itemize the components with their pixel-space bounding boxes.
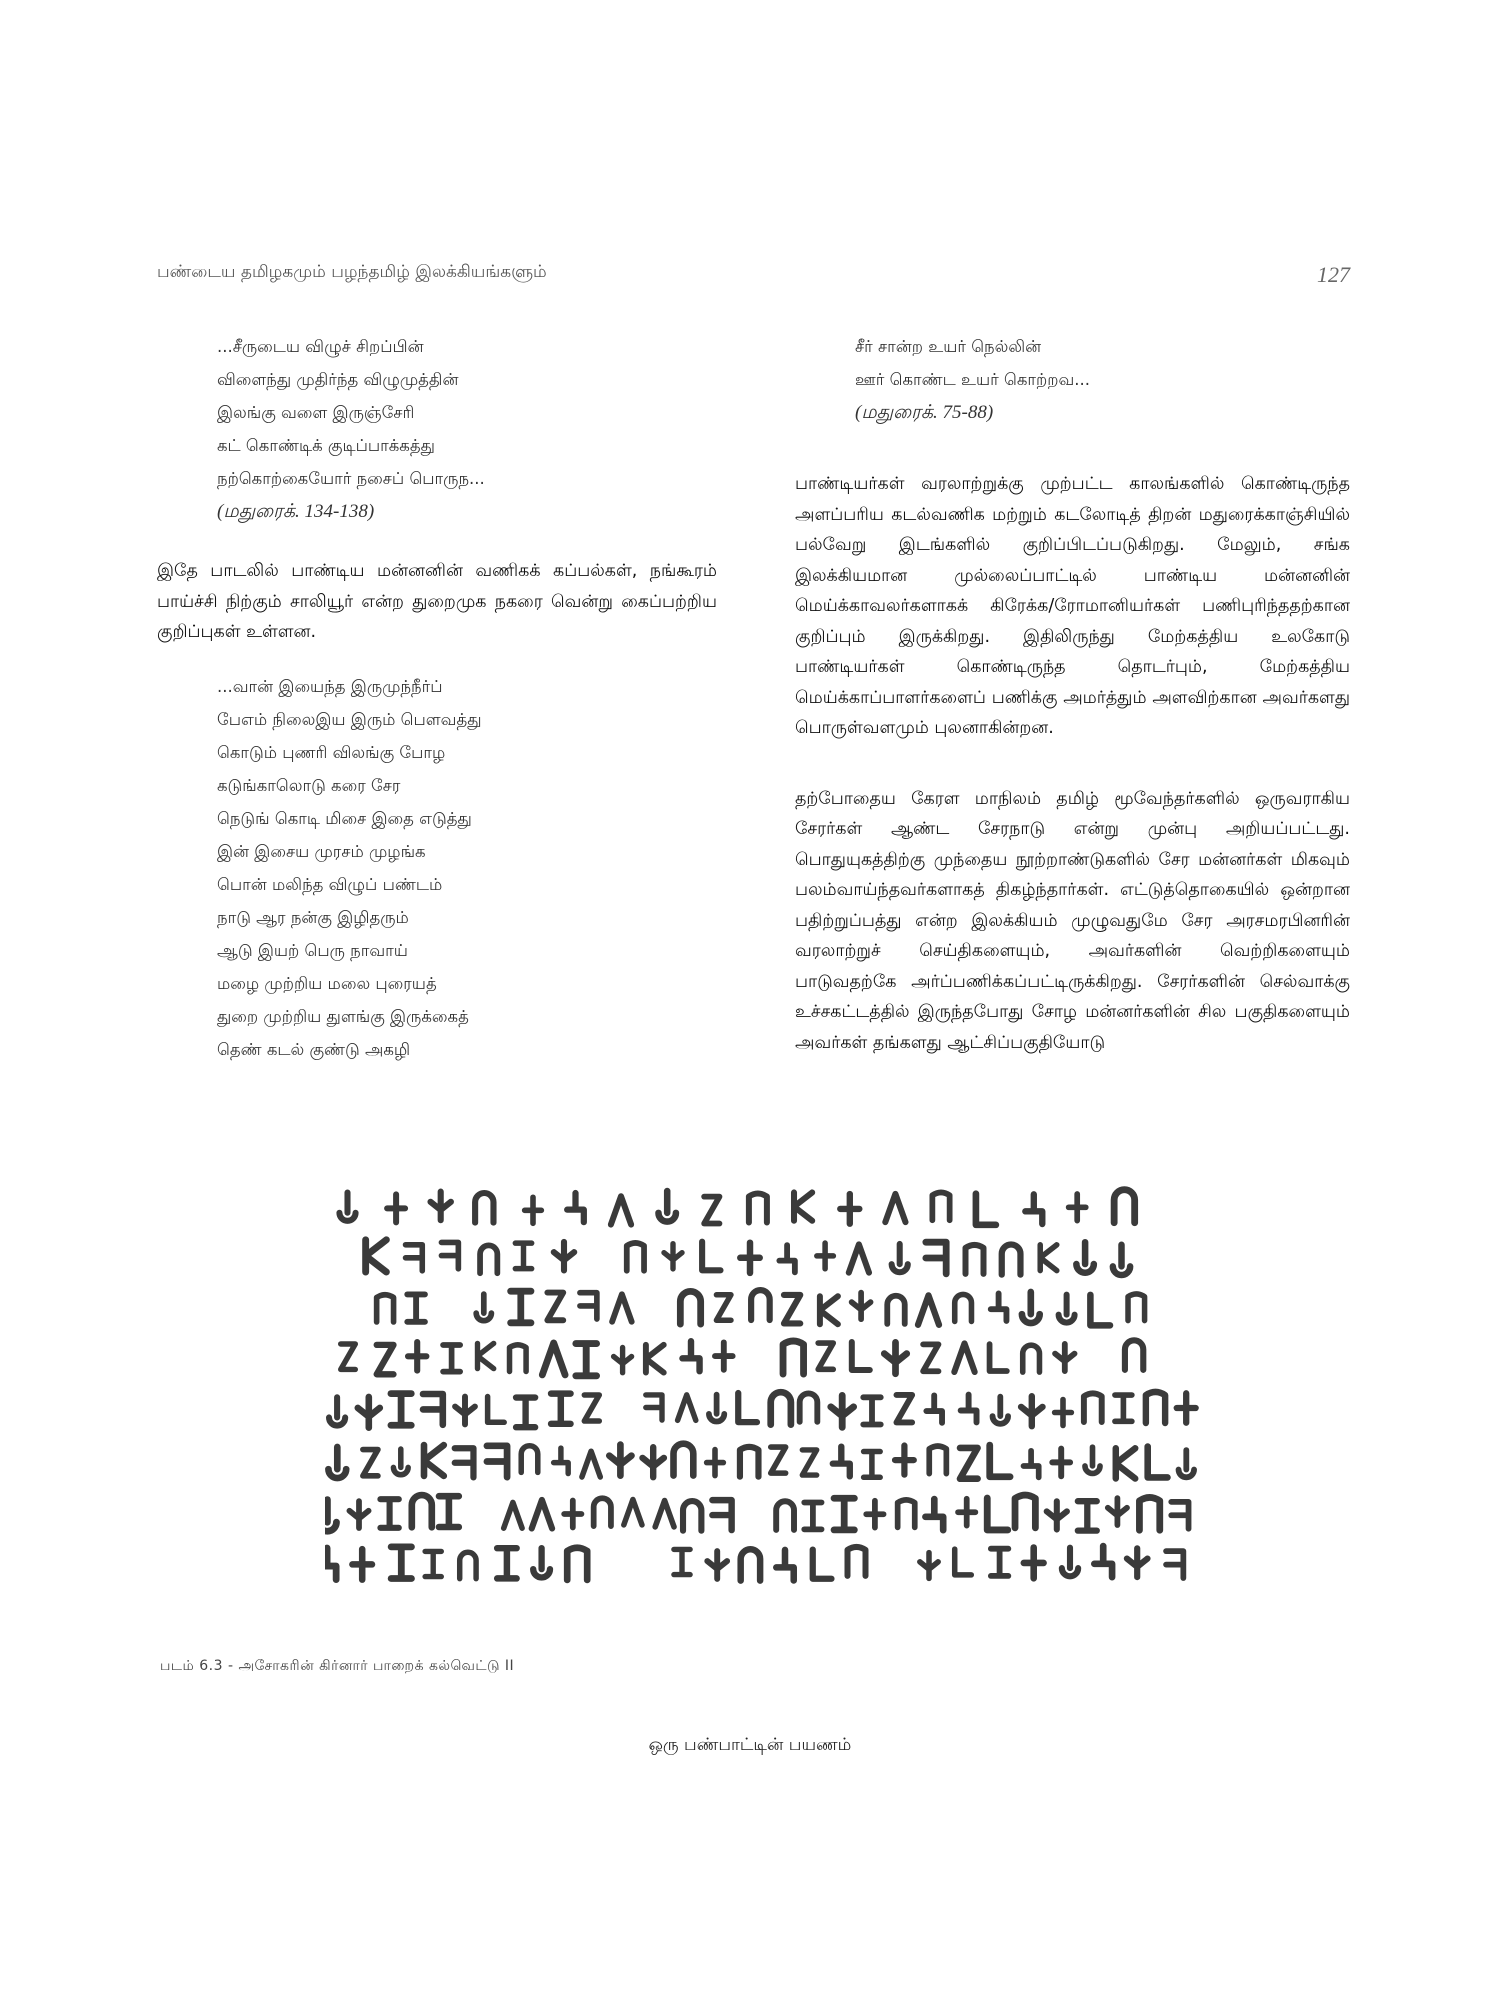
brahmi-glyph — [923, 1344, 938, 1371]
brahmi-glyph — [1024, 1548, 1044, 1579]
brahmi-glyph — [987, 1498, 1008, 1530]
brahmi-glyph — [707, 1450, 724, 1476]
body-paragraph: தற்போதைய கேரள மாநிலம் தமிழ் மூவேந்தர்களில் ஒருவராகிய சேரர்கள் ஆண்ட சேரநாடு என்று முன்பு அறியப்பட்டது. பொதுயுகத்திற்கு முந்தைய நூற்றாண்டுகளில் சேர மன்னர்கள் மிகவும் பலம்வாய்ந்தவர்களாகத் திகழ்ந்தார்கள். எட்டுத்தொகையில் ஒன்றான பதிற்றுப்பத்து என்ற இலக்கியம் முழுவதுமே சேர அரசமரபினரின் வரலாற்றுச் செய்திகளையும், அவர்களின் வெற்றிகளையும் பாடுவதற்கே அர்ப்பணிக்கப்பட்டிருக்கிறது. சேரர்களின் செல்வாக்கு உச்சகட்டத்தில் இருந்தபோது சோழ மன்னர்களின் சில பகுதிகளையும் அவர்கள் தங்களது ஆட்சிப்பகுதியோடு — [795, 788, 1350, 1053]
brahmi-glyph — [554, 1448, 569, 1473]
brahmi-glyph — [771, 1392, 791, 1424]
brahmi-glyph — [1022, 1292, 1040, 1323]
brahmi-glyph — [643, 1447, 664, 1477]
brahmi-glyph — [683, 1501, 701, 1531]
brahmi-glyph — [363, 1450, 378, 1476]
brahmi-glyph — [682, 1341, 699, 1371]
brahmi-glyph — [1015, 1495, 1035, 1528]
brahmi-glyph — [547, 1293, 563, 1321]
brahmi-glyph — [551, 1394, 570, 1424]
brahmi-glyph — [709, 1395, 724, 1422]
brahmi-glyph — [990, 1445, 1010, 1477]
brahmi-glyph — [488, 1397, 505, 1423]
brahmi-glyph — [925, 1499, 943, 1530]
brahmi-glyph — [567, 1193, 584, 1222]
brahmi-glyph — [1069, 1194, 1086, 1221]
brahmi-glyph — [976, 1194, 996, 1225]
brahmi-glyph — [475, 1193, 493, 1223]
brahmi-glyph — [328, 1447, 346, 1478]
brahmi-glyph — [784, 1295, 800, 1324]
verse-line: மழை முற்றிய மலை புரையத் — [217, 973, 437, 993]
brahmi-glyph — [511, 1291, 531, 1323]
brahmi-glyph — [707, 1551, 727, 1579]
brahmi-glyph — [377, 1295, 394, 1322]
brahmi-glyph — [955, 1294, 972, 1321]
brahmi-glyph — [1179, 1450, 1195, 1477]
brahmi-glyph — [391, 1547, 411, 1579]
verse-line: பேஎம் நிலைஇய இரும் பௌவத்து — [217, 709, 482, 729]
brahmi-glyph — [611, 1196, 631, 1224]
brahmi-glyph — [1125, 1340, 1143, 1370]
brahmi-glyph — [1040, 1245, 1057, 1271]
figure-caption: படம் 6.3 - அசோகரின் கிர்னார் பாறைக் கல்வெட்டு II — [160, 1658, 515, 1674]
brahmi-glyph — [833, 1447, 850, 1477]
brahmi-glyph — [991, 1549, 1008, 1576]
brahmi-glyph — [817, 1243, 834, 1269]
brahmi-glyph — [646, 1395, 662, 1420]
brahmi-glyph — [1076, 1242, 1093, 1273]
brahmi-glyph — [423, 1394, 443, 1425]
brahmi-glyph — [487, 1446, 507, 1477]
verse-line: நற்கொற்கையோர் நசைப் பொருந... — [217, 469, 485, 488]
brahmi-glyph — [408, 1342, 426, 1371]
brahmi-glyph — [920, 1553, 938, 1579]
verse-line: ...வான் இயைந்த இருமுந்நீர்ப் — [217, 676, 443, 696]
brahmi-glyph — [510, 1345, 527, 1372]
brahmi-glyph — [594, 1498, 611, 1526]
brahmi-glyph — [926, 1242, 946, 1274]
brahmi-glyph — [1127, 1548, 1148, 1577]
brahmi-glyph — [655, 1501, 674, 1527]
brahmi-glyph — [794, 1192, 812, 1220]
verse-line: சீர் சான்ற உயர் நெல்லின் — [855, 337, 1042, 356]
brahmi-glyph — [584, 1395, 599, 1421]
brahmi-glyph — [800, 1393, 818, 1421]
brahmi-glyph — [674, 1444, 694, 1476]
brahmi-glyph — [802, 1450, 816, 1475]
brahmi-glyph — [1052, 1449, 1070, 1477]
brahmi-glyph — [658, 1191, 675, 1222]
brahmi-glyph — [783, 1341, 804, 1374]
brahmi-glyph — [895, 1446, 914, 1475]
verse-line: தெண் கடல் குண்டு அகழி — [217, 1039, 411, 1059]
brahmi-glyph — [1177, 1393, 1196, 1422]
brahmi-glyph — [325, 1500, 336, 1532]
brahmi-glyph — [476, 1294, 491, 1321]
verse-line: ஆடு இயற் பெரு நாவாய் — [217, 940, 408, 960]
brahmi-glyph — [864, 1452, 881, 1478]
brahmi-glyph — [715, 1342, 733, 1369]
brahmi-glyph — [740, 1447, 759, 1477]
brahmi-glyph — [646, 1345, 664, 1373]
brahmi-glyph — [1047, 1501, 1067, 1529]
brahmi-glyph — [1108, 1498, 1127, 1525]
brahmi-glyph — [1078, 1501, 1097, 1530]
brahmi-glyph — [366, 1240, 387, 1272]
verse-line: கொடும் புணரி விலங்கு போழ — [217, 742, 446, 762]
brahmi-glyph — [1114, 1190, 1135, 1223]
verse-block — [217, 330, 717, 528]
brahmi-glyph — [1002, 1245, 1021, 1275]
brahmi-glyph — [1094, 1546, 1112, 1577]
brahmi-inscription-image — [325, 1178, 1225, 1608]
brahmi-glyph — [424, 1445, 444, 1476]
brahmi-glyph — [624, 1499, 642, 1524]
brahmi-glyph — [738, 1393, 757, 1422]
brahmi-glyph — [749, 1194, 767, 1223]
brahmi-glyph — [455, 1448, 474, 1477]
verse-line: ஊர் கொண்ட உயர் கொற்றவ... — [855, 370, 1091, 389]
brahmi-glyph — [443, 1345, 460, 1372]
brahmi-glyph — [852, 1342, 870, 1370]
brahmi-glyph — [387, 1194, 405, 1222]
brahmi-glyph — [1166, 1551, 1183, 1578]
brahmi-glyph — [358, 1397, 380, 1428]
brahmi-glyph — [580, 1293, 597, 1319]
brahmi-glyph — [1023, 1345, 1040, 1372]
brahmi-glyph — [840, 1194, 859, 1224]
brahmi-glyph — [680, 1291, 700, 1324]
brahmi-glyph — [532, 1500, 552, 1529]
brahmi-glyph — [1025, 1194, 1042, 1224]
brahmi-glyph — [504, 1502, 522, 1528]
verse-line: இலங்கு வளை இருஞ்சேரி — [217, 403, 415, 422]
brahmi-glyph — [1084, 1393, 1102, 1422]
brahmi-glyph — [329, 1397, 345, 1425]
brahmi-glyph — [515, 1243, 531, 1268]
brahmi-glyph — [1146, 1392, 1165, 1423]
brahmi-glyph — [674, 1549, 690, 1574]
brahmi-glyph — [1128, 1294, 1145, 1321]
brahmi-glyph — [884, 1342, 906, 1373]
brahmi-glyph — [1059, 1295, 1075, 1323]
brahmi-glyph — [349, 1501, 368, 1528]
verse-line: நெடுங் கொடி மிசை இதை எடுத்து — [217, 808, 472, 828]
brahmi-glyph — [848, 1547, 866, 1576]
brahmi-glyph — [1055, 1399, 1072, 1425]
brahmi-glyph — [460, 1552, 476, 1578]
brahmi-glyph — [325, 1548, 336, 1580]
brahmi-glyph — [1139, 1497, 1159, 1530]
brahmi-glyph — [614, 1348, 632, 1373]
brahmi-glyph — [380, 1499, 398, 1528]
brahmi-glyph — [887, 1296, 904, 1324]
brahmi-glyph — [1055, 1344, 1074, 1371]
brahmi-glyph — [1116, 1448, 1135, 1478]
brahmi-glyph — [849, 1244, 869, 1272]
brahmi-glyph — [866, 1501, 883, 1528]
brahmi-glyph — [576, 1344, 597, 1376]
verse-line: துறை முற்றிய துளங்கு இருக்கைத் — [217, 1006, 469, 1026]
brahmi-glyph — [885, 1194, 905, 1222]
brahmi-glyph — [525, 1197, 542, 1223]
brahmi-glyph — [554, 1242, 574, 1271]
brahmi-glyph — [776, 1501, 794, 1530]
brahmi-glyph — [991, 1293, 1007, 1320]
brahmi-glyph — [533, 1548, 550, 1577]
brahmi-glyph — [393, 1449, 408, 1475]
brahmi-glyph — [863, 1397, 880, 1424]
body-paragraph: இதே பாடலில் பாண்டிய மன்னனின் வணிகக் கப்பல்கள், நங்கூரம் பாய்ச்சி நிற்கும் சாலியூர் என்ற துறைமுக நகரை வென்று கைப்பற்றிய குறிப்புகள் உள்ளன. — [157, 561, 717, 642]
brahmi-glyph — [932, 1192, 949, 1220]
brahmi-glyph — [961, 1395, 977, 1423]
brahmi-glyph — [1090, 1295, 1110, 1326]
brahmi-glyph — [966, 1245, 984, 1274]
brahmi-glyph — [678, 1395, 696, 1420]
brahmi-glyph — [1024, 1451, 1039, 1478]
brahmi-glyph — [813, 1550, 832, 1579]
verse-line: பொன் மலிந்த விழுப் பண்டம் — [217, 874, 443, 894]
brahmi-glyph — [1148, 1447, 1168, 1478]
brahmi-glyph — [776, 1550, 793, 1581]
brahmi-glyph — [441, 1242, 458, 1268]
brahmi-glyph — [741, 1549, 760, 1580]
brahmi-glyph — [627, 1243, 644, 1271]
brahmi-glyph — [740, 1243, 759, 1273]
verse-reference: (மதுரைக். 134-138) — [217, 501, 375, 522]
brahmi-glyph — [612, 1294, 632, 1321]
brahmi-glyph — [407, 1294, 425, 1321]
brahmi-glyph — [377, 1345, 394, 1374]
brahmi-glyph — [820, 1296, 838, 1324]
body-paragraph: பாண்டியர்கள் வரலாற்றுக்கு முற்பட்ட காலங்களில் கொண்டிருந்த அளப்பரிய கடல்வணிக மற்றும் கடலோடித் திறன் மதுரைக்காஞ்சியில் பல்வேறு இடங்களில் குறிப்பிடப்படுகிறது. மேலும், சங்க இலக்கியமான முல்லைப்பாட்டில் பாண்டிய மன்னனின் மெய்க்காவலர்களாகக் கிரேக்க/ரோமானியர்கள் பணிபுரிந்ததற்கான குறிப்பும் இருக்கிறது. இதிலிருந்து மேற்கத்திய உலகோடு பாண்டியர்கள் கொண்டிருந்த தொடர்பும், மேற்கத்திய மெய்க்காப்பாளர்களைப் பணிக்கு அமர்த்தும் அளவிற்கான அவர்களது பொருள்வளமும் புலனாகின்றன. — [795, 474, 1350, 738]
brahmi-glyph — [990, 1344, 1007, 1371]
brahmi-glyph — [702, 1242, 720, 1271]
brahmi-glyph — [431, 1192, 451, 1221]
brahmi-glyph — [497, 1548, 516, 1578]
brahmi-glyph — [425, 1551, 441, 1576]
page-number: 127 — [1317, 262, 1350, 287]
brahmi-glyph — [352, 1549, 372, 1580]
brahmi-glyph — [852, 1293, 871, 1320]
running-header: பண்டைய தமிழகமும் பழந்தமிழ் இலக்கியங்களும் — [157, 262, 547, 282]
brahmi-glyph — [339, 1193, 355, 1221]
brahmi-glyph — [455, 1397, 475, 1425]
brahmi-glyph — [1171, 1502, 1188, 1529]
brahmi-glyph — [341, 1344, 356, 1369]
brahmi-glyph — [892, 1244, 908, 1272]
brahmi-glyph — [1115, 1395, 1132, 1421]
brahmi-glyph — [898, 1500, 915, 1528]
verse-block — [855, 330, 1350, 429]
brahmi-glyph — [542, 1343, 565, 1375]
verse-line: நாடு ஆர நன்கு இழிதரும் — [217, 907, 409, 927]
verse-block — [217, 670, 717, 1066]
brahmi-glyph — [664, 1244, 682, 1269]
brahmi-glyph — [1085, 1447, 1100, 1473]
brahmi-glyph — [926, 1395, 942, 1422]
brahmi-glyph — [955, 1549, 972, 1575]
brahmi-glyph — [834, 1498, 854, 1530]
brahmi-glyph — [771, 1447, 786, 1473]
brahmi-glyph — [478, 1343, 494, 1368]
brahmi-glyph — [567, 1548, 587, 1580]
brahmi-glyph — [609, 1445, 631, 1476]
brahmi-glyph — [406, 1245, 423, 1271]
brahmi-glyph — [1062, 1548, 1078, 1577]
brahmi-glyph — [918, 1295, 939, 1324]
brahmi-glyph — [896, 1395, 912, 1422]
brahmi-glyph — [993, 1397, 1009, 1424]
brahmi-glyph — [391, 1394, 411, 1426]
verse-line: கட் கொண்டிக் குடிப்பாக்கத்து — [217, 436, 435, 455]
brahmi-glyph — [751, 1290, 770, 1320]
left-column — [157, 330, 717, 1066]
verse-reference: (மதுரைக். 75-88) — [855, 402, 994, 423]
brahmi-glyph — [954, 1343, 974, 1372]
right-column — [795, 330, 1350, 1080]
brahmi-glyph — [412, 1495, 432, 1527]
brahmi-glyph — [779, 1245, 795, 1272]
brahmi-glyph — [1113, 1245, 1130, 1275]
verse-line: கடுங்காலொடு கரை சேர — [217, 775, 401, 795]
brahmi-glyph — [960, 1448, 978, 1479]
verse-line: விளைந்து முதிர்ந்த விழுமுத்தின் — [217, 370, 459, 389]
brahmi-glyph — [521, 1446, 538, 1473]
inscription-figure — [325, 1178, 1225, 1608]
verse-line: ...சீருடைய விழுச் சிறப்பின் — [217, 337, 424, 356]
brahmi-glyph — [582, 1451, 600, 1477]
brahmi-glyph — [929, 1446, 946, 1474]
brahmi-glyph — [818, 1343, 833, 1369]
footer-book-title: ஒரு பண்பாட்டின் பயணம் — [648, 1735, 852, 1755]
verse-line: இன் இசைய முரசம் முழங்க — [217, 841, 426, 861]
brahmi-glyph — [712, 1500, 731, 1530]
brahmi-glyph — [564, 1501, 581, 1528]
brahmi-glyph — [958, 1499, 975, 1526]
brahmi-glyph — [804, 1502, 821, 1529]
brahmi-glyph — [1021, 1396, 1042, 1426]
brahmi-glyph — [480, 1245, 497, 1273]
brahmi-glyph — [516, 1398, 535, 1428]
brahmi-glyph — [439, 1496, 459, 1527]
brahmi-glyph — [704, 1197, 719, 1224]
brahmi-glyph — [831, 1395, 854, 1427]
brahmi-glyph — [716, 1295, 731, 1320]
